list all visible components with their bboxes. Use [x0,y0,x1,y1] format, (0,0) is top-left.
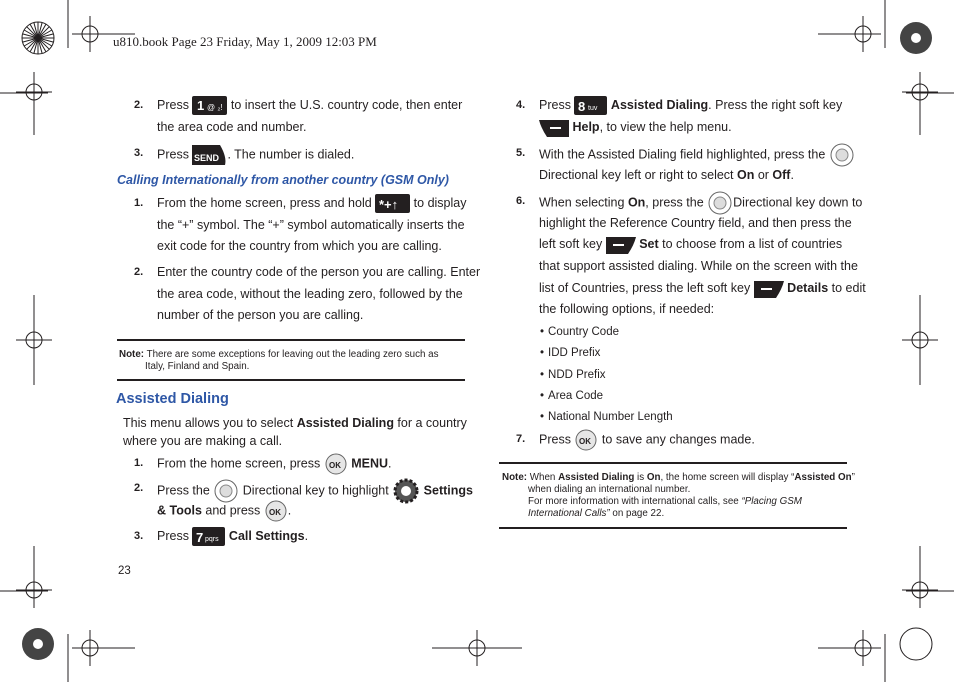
bullet-item: • Country Code [540,326,619,338]
note-line: For more information with international calls, see “Placing GSM [528,496,802,507]
step-number: 4. [516,99,526,111]
step-text: Press OK to save any changes made. [539,429,755,451]
bullet-item: • National Number Length [540,411,673,423]
note-rule-top [499,462,847,464]
svg-text:SEND: SEND [194,153,220,163]
step-number: 1. [134,457,144,469]
directional-key-icon [829,143,855,167]
step-text: From the home screen, press OK MENU. [157,453,392,475]
step-text-line: the area code, without the leading zero, followed by the [157,287,463,301]
step-text: When selecting On, press the Directional key down to [539,191,862,215]
step-text-line: Help, to view the help menu. [539,117,732,139]
starburst-bottom-left [22,628,54,660]
left-soft-key-icon [754,279,784,299]
bullet-item: • IDD Prefix [540,347,601,359]
svg-text:pqrs: pqrs [205,536,220,544]
svg-text:7: 7 [196,530,204,546]
send-key-icon [192,143,227,167]
ok-key-icon [264,500,288,522]
svg-text:1: 1 [197,98,205,114]
step-text-line: highlight the Reference Country field, and then press the [539,216,852,230]
key-one-icon [192,95,227,116]
seven-key-icon [192,526,225,547]
note-line: when dialing an international number. [528,484,691,495]
svg-text:*+↑: *+↑ [379,197,399,213]
note-line: International Calls” on page 22. [528,508,665,519]
page-number: 23 [118,565,131,577]
step-text-line: the area code and number. [157,120,307,134]
subheading: Calling Internationally from another country (GSM Only) [117,173,449,187]
running-header: u810.book Page 23 Friday, May 1, 2009 12:03 PM [113,34,377,49]
step-text-line: Directional key left or right to select On or Off. [539,168,794,182]
note-rule-bottom [499,527,847,529]
note-line: Note: When Assisted Dialing is On, the home screen will display “Assisted On” [502,472,855,483]
starburst-bottom-right [900,628,932,660]
step-text: Press 1 @ ₂! to insert the U.S. country code, then enter [157,95,462,117]
note-rule-top [117,339,465,341]
step-number: 5. [516,147,526,159]
starburst-icon-top-left [22,22,54,54]
bullet-item: • Area Code [540,390,604,402]
step-text: Press 7 pqrs Call Settings. [157,526,308,548]
ok-key-icon [574,429,598,451]
step-text: Press the Directional key to highlight Settings [157,478,473,504]
svg-text:@ ₂!: @ ₂! [207,103,224,113]
star-key-icon [375,193,410,214]
ok-key-icon [324,453,348,475]
step-number: 2. [134,482,144,494]
step-number: 7. [516,433,526,445]
svg-text:OK: OK [328,461,341,470]
note-rule-bottom [117,379,465,381]
settings-gear-icon [392,478,420,504]
svg-text:8: 8 [578,99,586,115]
svg-text:tuv: tuv [588,105,598,113]
svg-text:OK: OK [579,437,592,446]
step-text-line: the “+” symbol. The “+” symbol automatically inserts the [157,218,465,232]
svg-text:OK: OK [268,508,281,517]
eight-key-icon [574,95,607,116]
step-number: 1. [134,197,144,209]
directional-key-icon [707,191,733,215]
step-number: 2. [134,99,144,111]
left-soft-key-icon [606,235,636,255]
intro-text: This menu allows you to select Assisted Dialing for a country [123,416,467,430]
step-text-line: list of Countries, press the left soft key Details to edit [539,278,866,300]
step-text-line: left soft key Set to choose from a list of countries [539,234,842,256]
step-text: With the Assisted Dialing field highlighted, press the [539,143,855,167]
step-text: From the home screen, press and hold *+↑ to display [157,193,466,215]
step-text-line: the following options, if needed: [539,302,715,316]
step-text: Press 8 tuv Assisted Dialing. Press the right soft key [539,95,842,117]
note-line: Note: There are some exceptions for leaving out the leading zero such as [119,349,439,360]
step-text-line: Enter the country code of the person you are calling. Enter [157,265,481,279]
step-text-line: that support assisted dialing. While on the screen with the [539,259,858,273]
step-number: 6. [516,195,526,207]
step-text: Press SEND . The number is dialed. [157,143,354,167]
starburst-top-right [900,22,932,54]
step-text-line: number of the person you are calling. [157,308,364,322]
step-number: 2. [134,266,144,278]
step-text-line: & Tools and press OK . [157,500,291,522]
step-number: 3. [134,530,144,542]
note-line: Italy, Finland and Spain. [145,361,250,372]
section-heading: Assisted Dialing [116,391,229,407]
right-soft-key-icon [539,118,569,138]
intro-text-line: where you are making a call. [123,434,283,448]
bullet-item: • NDD Prefix [540,369,606,381]
step-number: 3. [134,147,144,159]
step-text-line: exit code for the country from which you are calling. [157,239,442,253]
